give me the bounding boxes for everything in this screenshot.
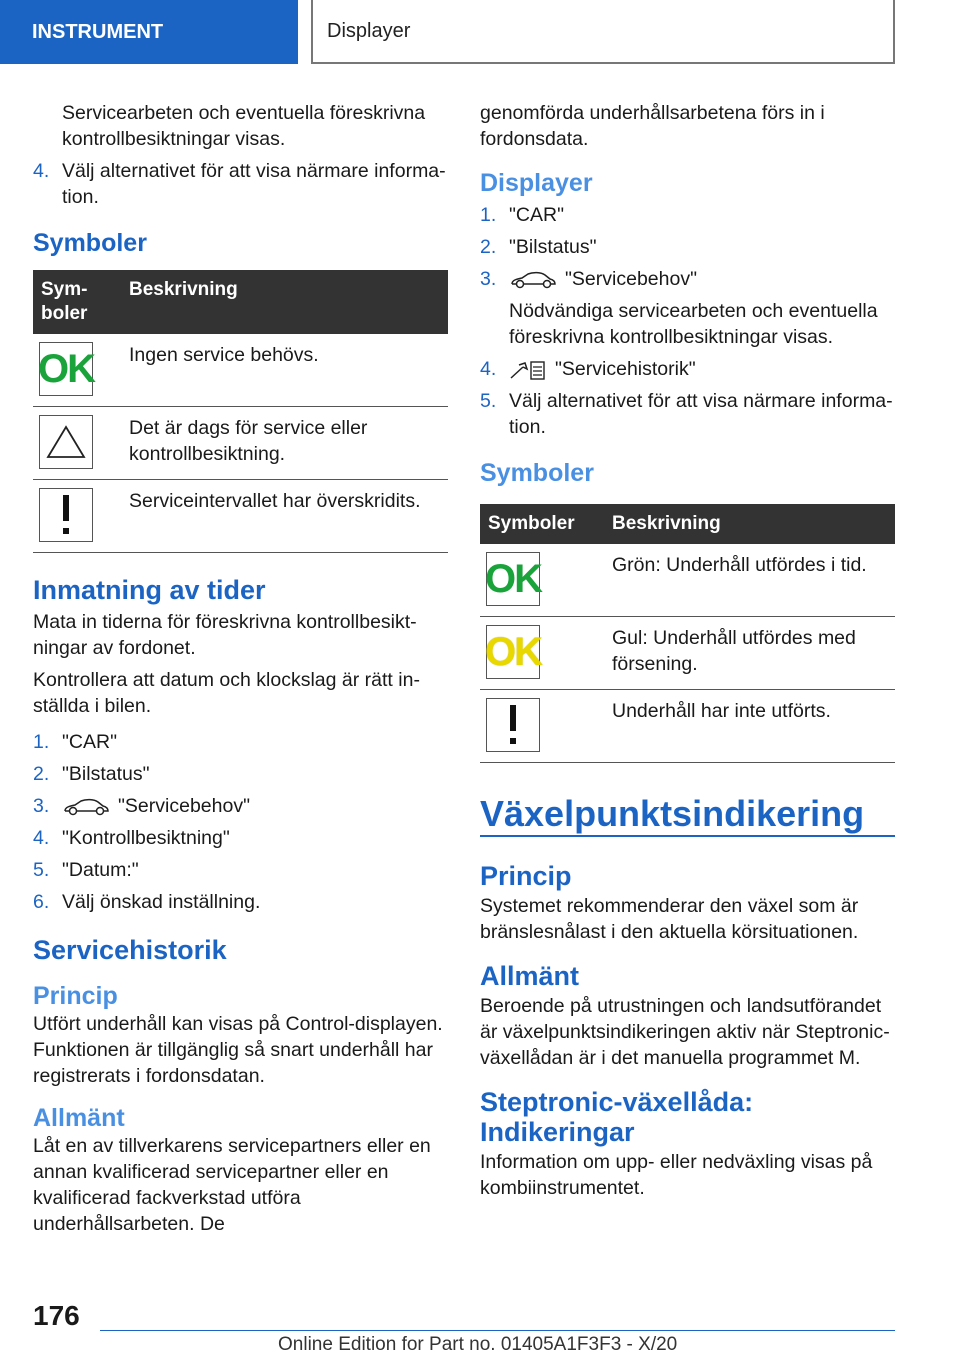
table-header-row [33,270,448,334]
edition-text: Online Edition for Part no. 01405A1F3F3 - X/20 [278,1334,678,1355]
step-content [509,266,895,292]
step-number: 5. [480,390,497,412]
step-text: Välj alternativet för att visa närmare information. [62,160,446,208]
description-cell: Det är dags för service eller kontrollbesiktning. [121,407,448,480]
list-item [480,356,895,382]
intro-text: Servicearbeten och eventuella föreskrivna kontrollbesiktningar visas. [62,102,426,150]
footer-divider [100,1330,895,1331]
list-item [33,729,448,755]
section-tab [0,0,298,64]
step-content [509,356,895,382]
symbol-cell [480,544,604,617]
inmatning-text-2: Kontrollera att datum och klockslag är rätt inställda i bilen. [33,669,420,717]
step-number: 4. [33,160,50,182]
steptronic-text: Information om upp- eller nedväxling visas på kombiinstrumentet. [480,1151,873,1199]
step-number: 3. [33,795,50,817]
description-cell: Grön: Underhåll utfördes i tid. [604,544,895,617]
list-item [480,266,895,292]
list-item [33,158,448,210]
ok-glyph: OK [38,347,94,391]
allmant-heading: Allmänt [33,1104,125,1132]
displayer-heading: Displayer [480,169,593,197]
allmant-text: Beroende på utrustningen och landsutförandet är växelpunktsindikeringen aktiv när Steptronic-växellådan är i det manuella programmet M. [480,995,890,1069]
step-text: Välj önskad inställning. [62,891,261,913]
description-cell: Gul: Underhåll utfördes med försening. [604,617,895,690]
column-header: Beskrivning [121,270,448,334]
symbols-table [480,504,895,763]
list-item [480,234,895,260]
symbols-heading: Symboler [480,459,594,487]
inmatning-heading: Inmatning av tider [33,575,266,605]
princip-heading: Princip [480,861,572,891]
car-icon [509,271,557,289]
allmant-heading: Allmänt [480,961,580,991]
table-row [33,480,448,553]
step-number: 2. [480,236,497,258]
princip-text: Systemet rekommenderar den växel som är bränslesnålast i den aktuella körsituationen. [480,895,859,943]
description-cell: Serviceintervallet har överskridits. [121,480,448,553]
list-item [33,889,448,915]
step-text: "Kontrollbesiktning" [62,827,230,849]
symbol-cell [33,334,121,407]
symbol-cell [480,617,604,690]
step-text: "Bilstatus" [509,236,597,258]
column-header: Beskrivning [604,504,895,544]
page-title: Displayer [327,19,411,42]
section-label: INSTRUMENT [32,20,164,43]
list-item [480,202,895,228]
description-cell: Ingen service behövs. [121,334,448,407]
service-history-icon [509,359,547,381]
table-header-row [480,504,895,544]
step-text: "CAR" [62,731,118,753]
list-item [33,761,448,787]
step-number: 3. [480,268,497,290]
step-content [62,793,448,819]
page-number: 176 [33,1300,80,1331]
allmant-text: Låt en av tillverkarens servicepartners eller en annan kvalificerad servicepartner eller en kvalificerad fackverkstad utföra underhållsarbeten. De [33,1135,431,1235]
continued-text: genomförda underhållsarbetena förs in i fordonsdata. [480,102,825,150]
symbol-cell [33,407,121,480]
step-subtext: Nödvändiga servicearbeten och eventuella föreskrivna kontrollbesiktningar visas. [509,300,878,348]
step-number: 5. [33,859,50,881]
list-item [480,388,895,440]
exclamation-icon [486,698,540,752]
warning-triangle-icon [39,415,93,469]
list-item [33,793,448,819]
list-item [33,825,448,851]
table-row [33,407,448,480]
princip-heading: Princip [33,982,118,1010]
step-text: "CAR" [509,204,565,226]
symbols-heading: Symboler [33,229,147,257]
step-text: "Bilstatus" [62,763,150,785]
step-text: Välj alternativet för att visa närmare information. [509,390,893,438]
ok-green-icon [486,552,540,606]
step-number: 1. [33,731,50,753]
inmatning-text-1: Mata in tiderna för föreskrivna kontrollbesiktningar av fordonet. [33,611,417,659]
servicehistorik-heading: Servicehistorik [33,935,227,965]
step-number: 6. [33,891,50,913]
description-cell: Underhåll har inte utförts. [604,690,895,763]
step-number: 4. [480,358,497,380]
right-column [480,100,895,1207]
ok-icon [39,342,93,396]
table-row [480,544,895,617]
ok-glyph: OK [485,630,541,674]
column-header: Symboler [33,270,121,334]
vaxel-heading: Växelpunktsindikering [480,801,895,837]
car-icon [62,798,110,816]
step-number: 1. [480,204,497,226]
table-row [33,334,448,407]
symbols-table [33,270,448,553]
ok-glyph: OK [485,557,541,601]
table-row [480,690,895,763]
step-text: "Servicehistorik" [555,358,696,380]
step-text: "Servicebehov" [565,268,697,290]
column-header: Symboler [480,504,604,544]
princip-text: Utfört underhåll kan visas på Control-displayen. Funktionen är tillgänglig så snart underhåll har registrerats i fordonsdatan. [33,1013,443,1087]
list-item [33,857,448,883]
step-text: "Datum:" [62,859,139,881]
steptronic-heading: Steptronic-växellåda: Indikeringar [480,1087,754,1147]
step-number: 4. [33,827,50,849]
step-text: "Servicebehov" [118,795,250,817]
symbol-cell [480,690,604,763]
step-number: 2. [33,763,50,785]
exclamation-icon [39,488,93,542]
ok-yellow-icon [486,625,540,679]
page-header [311,0,895,64]
symbol-cell [33,480,121,553]
table-row [480,617,895,690]
left-column [33,100,448,1243]
